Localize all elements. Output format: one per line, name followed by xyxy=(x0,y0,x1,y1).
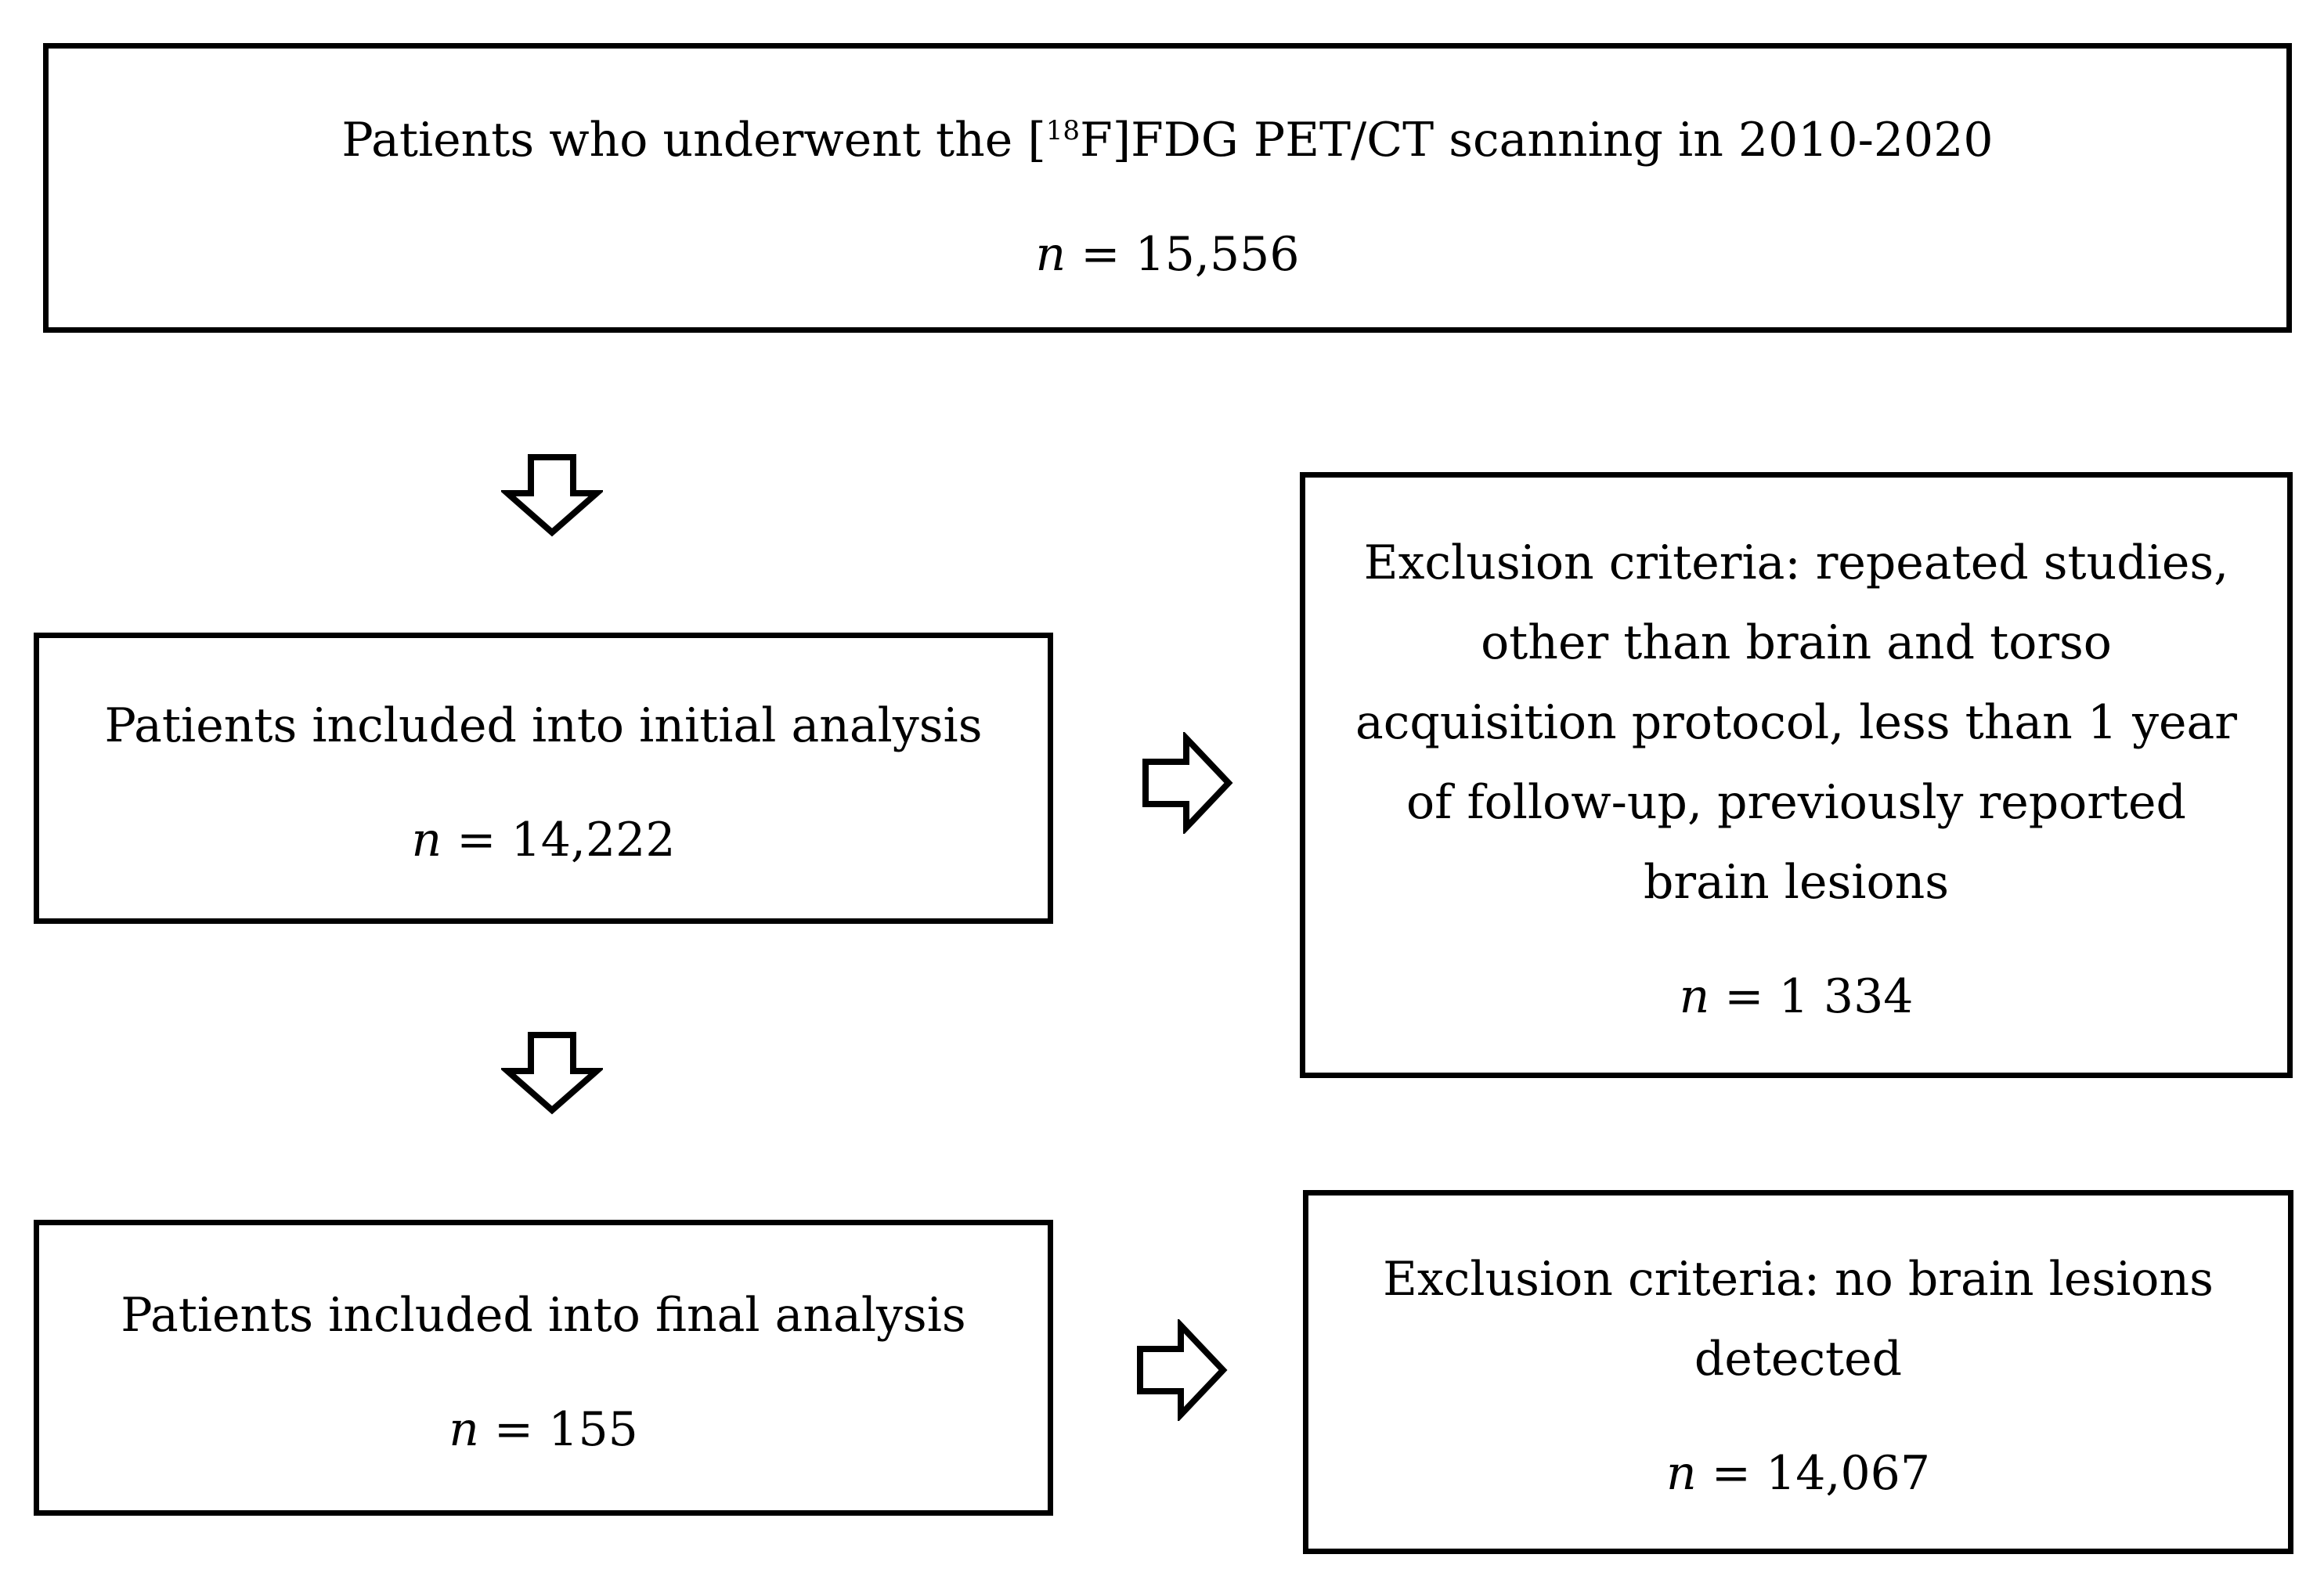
exclusion-1-line: of follow-up, previously reported xyxy=(1406,774,2186,830)
arrow-right-icon xyxy=(1135,1319,1229,1421)
n-value: = 15,556 xyxy=(1081,226,1300,282)
box-exclusion-1-count xyxy=(1680,965,1914,1028)
n-symbol: n xyxy=(449,1401,479,1457)
n-symbol: n xyxy=(411,812,442,867)
arrow-down-icon xyxy=(501,1030,603,1116)
box-exclusion-criteria-1 xyxy=(1300,472,2293,1078)
label-part-before: Patients who underwent the [ xyxy=(341,112,1046,168)
arrow-down-icon xyxy=(501,453,603,539)
n-symbol: n xyxy=(1035,226,1066,282)
exclusion-1-line: Exclusion criteria: repeated studies, xyxy=(1363,535,2229,590)
n-symbol: n xyxy=(1665,1446,1697,1501)
n-value: = 155 xyxy=(493,1401,638,1457)
box-all-patients-count xyxy=(1035,223,1299,286)
box-initial-analysis-label: Patients included into initial analysis xyxy=(104,698,983,753)
isotope-superscript: 18 xyxy=(1045,114,1081,146)
box-all-patients-label xyxy=(341,91,1993,180)
box-final-analysis-label: Patients included into final analysis xyxy=(121,1287,966,1343)
box-final-analysis-count xyxy=(449,1398,638,1461)
box-exclusion-2-count xyxy=(1666,1442,1930,1505)
n-value: = 14,067 xyxy=(1711,1446,1931,1501)
n-value: = 14,222 xyxy=(456,812,676,867)
label-part-after: F]FDG PET/CT scanning in 2010-2020 xyxy=(1080,112,1994,168)
box-final-analysis xyxy=(34,1220,1053,1516)
box-exclusion-criteria-2 xyxy=(1303,1190,2293,1554)
box-initial-analysis-count xyxy=(411,809,675,871)
exclusion-2-line: Exclusion criteria: no brain lesions xyxy=(1383,1252,2214,1307)
exclusion-1-line: brain lesions xyxy=(1644,854,1949,910)
n-symbol: n xyxy=(1679,968,1710,1024)
exclusion-1-line: acquisition protocol, less than 1 year xyxy=(1355,694,2237,750)
box-all-patients xyxy=(43,43,2292,333)
n-value: = 1 334 xyxy=(1724,968,1914,1024)
box-initial-analysis xyxy=(34,633,1053,924)
arrow-right-icon xyxy=(1141,732,1235,834)
exclusion-1-line: other than brain and torso xyxy=(1481,615,2112,670)
exclusion-2-line: detected xyxy=(1694,1332,1903,1387)
